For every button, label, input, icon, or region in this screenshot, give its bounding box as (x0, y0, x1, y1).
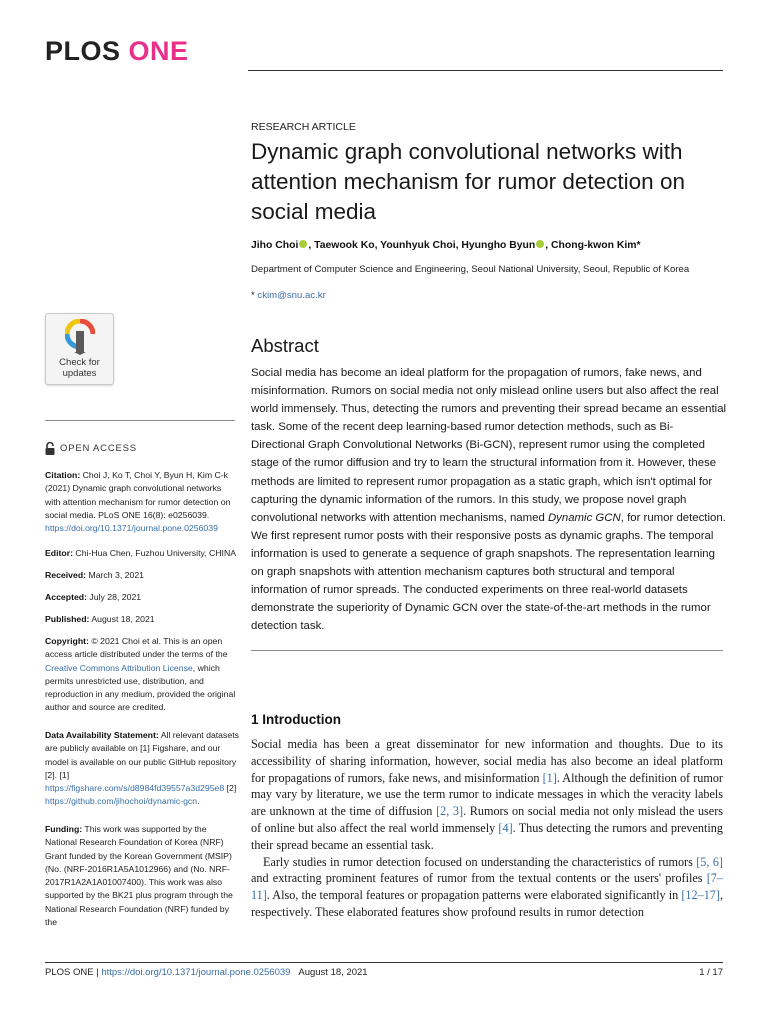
editor-block: Editor: Chi-Hua Chen, Fuzhou University, CHINA (45, 548, 237, 558)
sidebar-divider (45, 420, 235, 421)
author-name[interactable]: Taewook Ko (314, 240, 375, 251)
footer-doi-link[interactable]: https://doi.org/10.1371/journal.pone.0256039 (101, 967, 291, 978)
citation-ref[interactable]: [12–17] (681, 888, 720, 903)
open-access-label: OPEN ACCESS (45, 442, 137, 455)
orcid-icon[interactable] (536, 240, 544, 248)
abstract-heading: Abstract (251, 335, 319, 356)
article-type: RESEARCH ARTICLE (251, 121, 356, 133)
paper-title: Dynamic graph convolutional networks with attention mechanism for rumor detection on social media (251, 139, 685, 224)
author-list: Jiho Choi , Taewook Ko, Younhyuk Choi, Hyungho Byun , Chong-kwon Kim* (251, 240, 641, 251)
footer-journal: PLOS ONE | (45, 967, 99, 978)
crossmark-label: Check for updates (59, 357, 100, 379)
citation-ref[interactable]: [4] (498, 820, 513, 835)
citation-ref[interactable]: [2, 3] (436, 804, 464, 819)
paragraph: Early studies in rumor detection focused on understanding the characteristics of rumors [5, 6] and extracting prominent features of rumor from the textual contents or the users' profiles [7–11]. Also, the temporal features or propagation patterns were elaborated significantly in [12–17], respectively. These elaborated features show profound results in rumor detection (251, 854, 723, 919)
check-for-updates-badge[interactable] (45, 313, 114, 385)
author-name[interactable]: Hyungho Byun (461, 240, 536, 251)
abstract-divider (251, 650, 723, 651)
corresponding-email: * ckim@snu.ac.kr (251, 290, 326, 301)
section-heading: 1 Introduction (251, 712, 341, 727)
figshare-link[interactable]: https://figshare.com/s/d8984fd39557a3d295e8 (45, 783, 225, 794)
author-name[interactable]: Jiho Choi (251, 240, 299, 251)
footer-date: August 18, 2021 (298, 967, 368, 978)
citation-ref[interactable]: [1] (542, 770, 557, 785)
page-number: 1 / 17 (699, 967, 723, 978)
open-lock-icon (45, 442, 55, 455)
citation-ref[interactable]: [5, 6] (696, 854, 723, 869)
crossmark-icon (65, 319, 95, 355)
orcid-icon[interactable] (299, 240, 307, 248)
affiliation: Department of Computer Science and Engineering, Seoul National University, Seoul, Republic of Korea (251, 264, 690, 275)
github-link[interactable]: https://github.com/jihochoi/dynamic-gcn (45, 796, 198, 807)
citation-block: Citation: Choi J, Ko T, Choi Y, Byun H, Kim C-k (2021) Dynamic graph convolutional networks with attention mechanism for rumor detection on social media. PLoS ONE 16(8): e0256039. https://doi.org/10.1371/journal.pone.0256039 (45, 470, 231, 534)
citation-doi-link[interactable]: https://doi.org/10.1371/journal.pone.0256039 (45, 523, 218, 534)
header-divider (248, 70, 723, 71)
copyright-block: Copyright: © 2021 Choi et al. This is an open access article distributed under the terms of the Creative Commons Attribution License, which permits unrestricted use, distribution, and reproduction in any medium, provided the original author and source are credited. (45, 636, 236, 713)
email-link[interactable]: ckim@snu.ac.kr (257, 290, 326, 301)
logo-one: ONE (128, 36, 189, 66)
author-name[interactable]: Younhyuk Choi (380, 240, 456, 251)
journal-logo (45, 38, 189, 65)
published-block: Published: August 18, 2021 (45, 614, 155, 624)
page-footer (45, 967, 368, 978)
author-name[interactable]: Chong-kwon Kim* (551, 240, 641, 251)
logo-plos: PLOS (45, 36, 121, 66)
paragraph: Social media has been a great disseminator for new information and thoughts. Due to its accessibility of sharing information, however, social media has also become an ideal platform for propagations of rumors, fake news, and misinformation [1]. Although the definition of rumor may vary by literature, we use the term rumor to indicate messages in which the veracity labels are unknown at the time of diffusion [2, 3]. Rumors on social media not only mislead the users of online but also affect the real world immensely [4]. Thus detecting the rumors and preventing their spread became an essential task. (251, 737, 724, 852)
funding-block: Funding: This work was supported by the National Research Foundation of Korea (NRF) Grant funded by the Korean Government (MSIP) (No. (NRF-2016R1A5A1012966) and (No. NRF-2017R1A2A1A01007400). This work was also supported by the BK21 plus program through the National Research Foundation (NRF) funded by the (45, 824, 233, 928)
footer-divider (45, 962, 723, 963)
abstract-text: Social media has become an ideal platform for the propagation of rumors, fake news, and misinformation. Rumors on social media not only mislead online users but also affect the real world immensely. Thus, detecting the rumors and preventing their spread became an essential task. Some of the recent deep learning-based rumor detection methods, such as Bi-Directional Graph Convolutional Networks (Bi-GCN), represent rumor using the completed stage of the rumor diffusion and try to learn the structural information from it. However, these methods are limited to represent rumor propagation as a static graph, which isn't optimal for capturing the dynamic information of the rumors. In this study, we propose novel graph convolutional networks with attention mechanisms, named Dynamic GCN, for rumor detection. We first represent rumor posts with their responsive posts as dynamic graphs. The temporal information is used to generate a sequence of graph snapshots. The representation learning on graph snapshots with attention mechanism captures both structural and temporal information of rumor spreads. The conducted experiments on three real-world datasets demonstrate the superiority of Dynamic GCN over the state-of-the-art methods in the rumor detection task. (251, 367, 727, 633)
license-link[interactable]: Creative Commons Attribution License (45, 662, 193, 673)
introduction-text (251, 736, 723, 921)
citation-ref[interactable]: [7–11] (251, 871, 723, 903)
accepted-block: Accepted: July 28, 2021 (45, 592, 142, 602)
data-availability-block: Data Availability Statement: All relevant datasets are publicly available on [1] Figshare, and our model is available on our public GitHub repository [2]. [1] https://figshare.com/s/d8984fd39557a3d295e8 [2] https://github.com/jihochoi/dynamic-gcn. (45, 730, 239, 807)
received-block: Received: March 3, 2021 (45, 570, 145, 580)
